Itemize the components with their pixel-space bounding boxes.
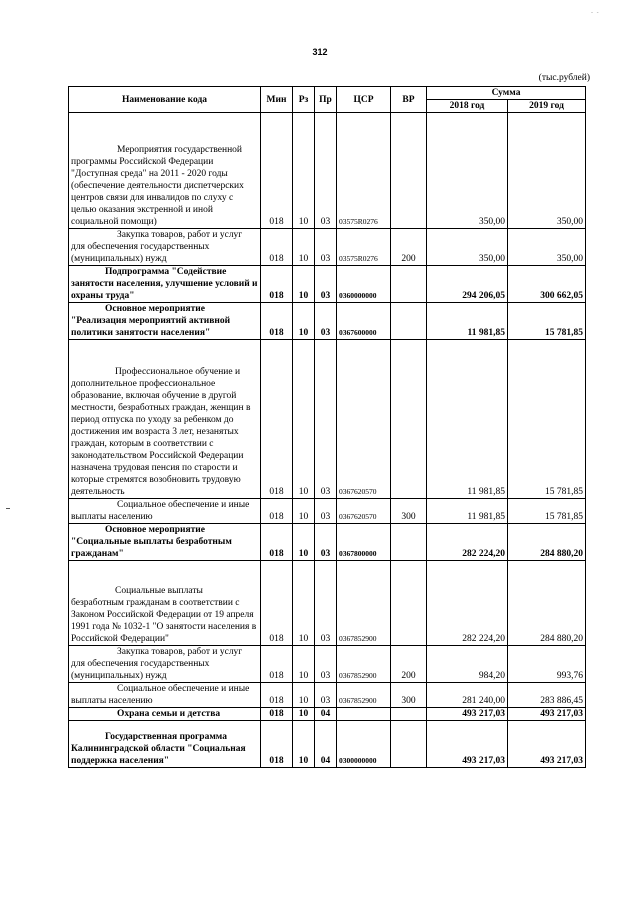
row-name: Социальное обеспечение и иные выплаты населению [69, 499, 261, 524]
row-vr [391, 340, 427, 499]
row-sum-2019: 283 886,45 [508, 683, 586, 708]
row-rz: 10 [293, 561, 315, 646]
row-sum-2019: 493 217,03 [508, 721, 586, 768]
row-sum-2018: 350,00 [427, 113, 508, 229]
table-row [69, 683, 586, 708]
corner-mark: - - [591, 10, 600, 16]
row-sum-2018: 11 981,85 [427, 340, 508, 499]
row-name: Подпрограмма "Содействие занятости населения, улучшение условий и охраны труда" [69, 266, 261, 303]
table-row [69, 708, 586, 721]
row-sum-2019: 350,00 [508, 229, 586, 266]
row-sum-2019: 284 880,20 [508, 561, 586, 646]
row-min: 018 [261, 113, 293, 229]
row-name: Социальное обеспечение и иные выплаты населению [69, 683, 261, 708]
row-csr: 03575R0276 [337, 229, 391, 266]
row-name: Государственная программа Калининградской области "Социальная поддержка населения" [69, 721, 261, 768]
row-sum-2018: 11 981,85 [427, 303, 508, 340]
row-min: 018 [261, 266, 293, 303]
row-min: 018 [261, 646, 293, 683]
row-name: Мероприятия государственной программы Российской Федерации "Доступная среда" на 2011 - 2020 годы (обеспечение деятельности диспетчерских центров связи для инвалидов по слуху с целью оказания экстренной и иной социальной помощи) [69, 113, 261, 229]
row-pr: 03 [315, 266, 337, 303]
row-name: Основное мероприятие "Реализация мероприятий активной политики занятости населения" [69, 303, 261, 340]
row-min: 018 [261, 229, 293, 266]
row-sum-2018: 493 217,03 [427, 721, 508, 768]
row-name: Основное мероприятие "Социальные выплаты безработным гражданам" [69, 524, 261, 561]
row-pr: 03 [315, 683, 337, 708]
row-min: 018 [261, 303, 293, 340]
table-row [69, 266, 586, 303]
row-sum-2018: 11 981,85 [427, 499, 508, 524]
row-rz: 10 [293, 303, 315, 340]
row-name: Закупка товаров, работ и услуг для обеспечения государственных (муниципальных) нужд [69, 229, 261, 266]
row-vr: 300 [391, 683, 427, 708]
table-row [69, 229, 586, 266]
row-min: 018 [261, 499, 293, 524]
row-min: 018 [261, 721, 293, 768]
row-sum-2019: 15 781,85 [508, 303, 586, 340]
table-row [69, 113, 586, 229]
row-vr [391, 266, 427, 303]
row-csr: 0367852900 [337, 683, 391, 708]
row-rz: 10 [293, 683, 315, 708]
row-csr: 0367800000 [337, 524, 391, 561]
row-sum-2018: 282 224,20 [427, 524, 508, 561]
row-pr: 03 [315, 340, 337, 499]
row-pr: 03 [315, 303, 337, 340]
row-pr: 03 [315, 524, 337, 561]
row-pr: 04 [315, 721, 337, 768]
row-sum-2018: 282 224,20 [427, 561, 508, 646]
row-vr [391, 524, 427, 561]
row-rz: 10 [293, 524, 315, 561]
table-row [69, 340, 586, 499]
row-vr: 200 [391, 646, 427, 683]
row-name: Социальные выплаты безработным гражданам в соответствии с Законом Российской Федерации от 19 апреля 1991 года № 1032-1 "О занятости населения в Российской Федерации" [69, 561, 261, 646]
row-pr: 03 [315, 499, 337, 524]
row-pr: 03 [315, 561, 337, 646]
row-rz: 10 [293, 708, 315, 721]
header-min: Мин [261, 87, 293, 113]
row-pr: 03 [315, 229, 337, 266]
row-rz: 10 [293, 113, 315, 229]
row-sum-2019: 493 217,03 [508, 708, 586, 721]
row-sum-2019: 993,76 [508, 646, 586, 683]
row-name: Профессиональное обучение и дополнительное профессиональное образование, включая обучение в другой местности, безработных граждан, женщин в период отпуска по уходу за ребенком до достижения им возраста 3 лет, незанятых граждан, которым в соответствии с законодательством Российской Федерации назначена трудовая пенсия по старости и которые стремятся возобновить трудовую деятельность [69, 340, 261, 499]
row-sum-2019: 15 781,85 [508, 499, 586, 524]
row-vr [391, 303, 427, 340]
row-rz: 10 [293, 721, 315, 768]
row-min: 018 [261, 340, 293, 499]
row-csr: 0300000000 [337, 721, 391, 768]
row-sum-2018: 281 240,00 [427, 683, 508, 708]
header-rz: Рз [293, 87, 315, 113]
row-vr: 300 [391, 499, 427, 524]
row-min: 018 [261, 683, 293, 708]
row-vr: 200 [391, 229, 427, 266]
row-csr: 03575R0276 [337, 113, 391, 229]
table-row [69, 499, 586, 524]
row-sum-2019: 350,00 [508, 113, 586, 229]
units-label: (тыс.рублей) [538, 73, 590, 83]
budget-table [68, 86, 586, 768]
header-year-2018: 2018 год [427, 100, 508, 113]
table-row [69, 646, 586, 683]
row-csr: 0367620570 [337, 499, 391, 524]
row-pr: 04 [315, 708, 337, 721]
header-name: Наименование кода [69, 87, 261, 113]
row-csr: 0360000000 [337, 266, 391, 303]
row-csr: 0367852900 [337, 561, 391, 646]
row-rz: 10 [293, 229, 315, 266]
row-csr: 0367600000 [337, 303, 391, 340]
row-sum-2018: 294 206,05 [427, 266, 508, 303]
header-sum: Сумма [427, 87, 586, 100]
row-sum-2018: 350,00 [427, 229, 508, 266]
row-min: 018 [261, 708, 293, 721]
row-csr [337, 708, 391, 721]
row-rz: 10 [293, 266, 315, 303]
header-pr: Пр [315, 87, 337, 113]
row-csr: 0367852900 [337, 646, 391, 683]
row-vr [391, 721, 427, 768]
row-vr [391, 708, 427, 721]
row-pr: 03 [315, 646, 337, 683]
row-sum-2019: 284 880,20 [508, 524, 586, 561]
row-vr [391, 561, 427, 646]
row-min: 018 [261, 561, 293, 646]
row-sum-2019: 15 781,85 [508, 340, 586, 499]
header-vr: ВР [391, 87, 427, 113]
row-min: 018 [261, 524, 293, 561]
header-csr: ЦСР [337, 87, 391, 113]
header-row-top [69, 87, 586, 100]
row-name: Охрана семьи и детства [69, 708, 261, 721]
table-row [69, 721, 586, 768]
row-rz: 10 [293, 646, 315, 683]
row-rz: 10 [293, 340, 315, 499]
row-rz: 10 [293, 499, 315, 524]
header-year-2019: 2019 год [508, 100, 586, 113]
row-pr: 03 [315, 113, 337, 229]
page-number: 312 [312, 47, 328, 57]
table-row [69, 561, 586, 646]
margin-mark [6, 508, 10, 509]
table-row [69, 303, 586, 340]
row-vr [391, 113, 427, 229]
row-sum-2018: 984,20 [427, 646, 508, 683]
row-csr: 0367620570 [337, 340, 391, 499]
row-sum-2019: 300 662,05 [508, 266, 586, 303]
row-sum-2018: 493 217,03 [427, 708, 508, 721]
table-row [69, 524, 586, 561]
row-name: Закупка товаров, работ и услуг для обеспечения государственных (муниципальных) нужд [69, 646, 261, 683]
